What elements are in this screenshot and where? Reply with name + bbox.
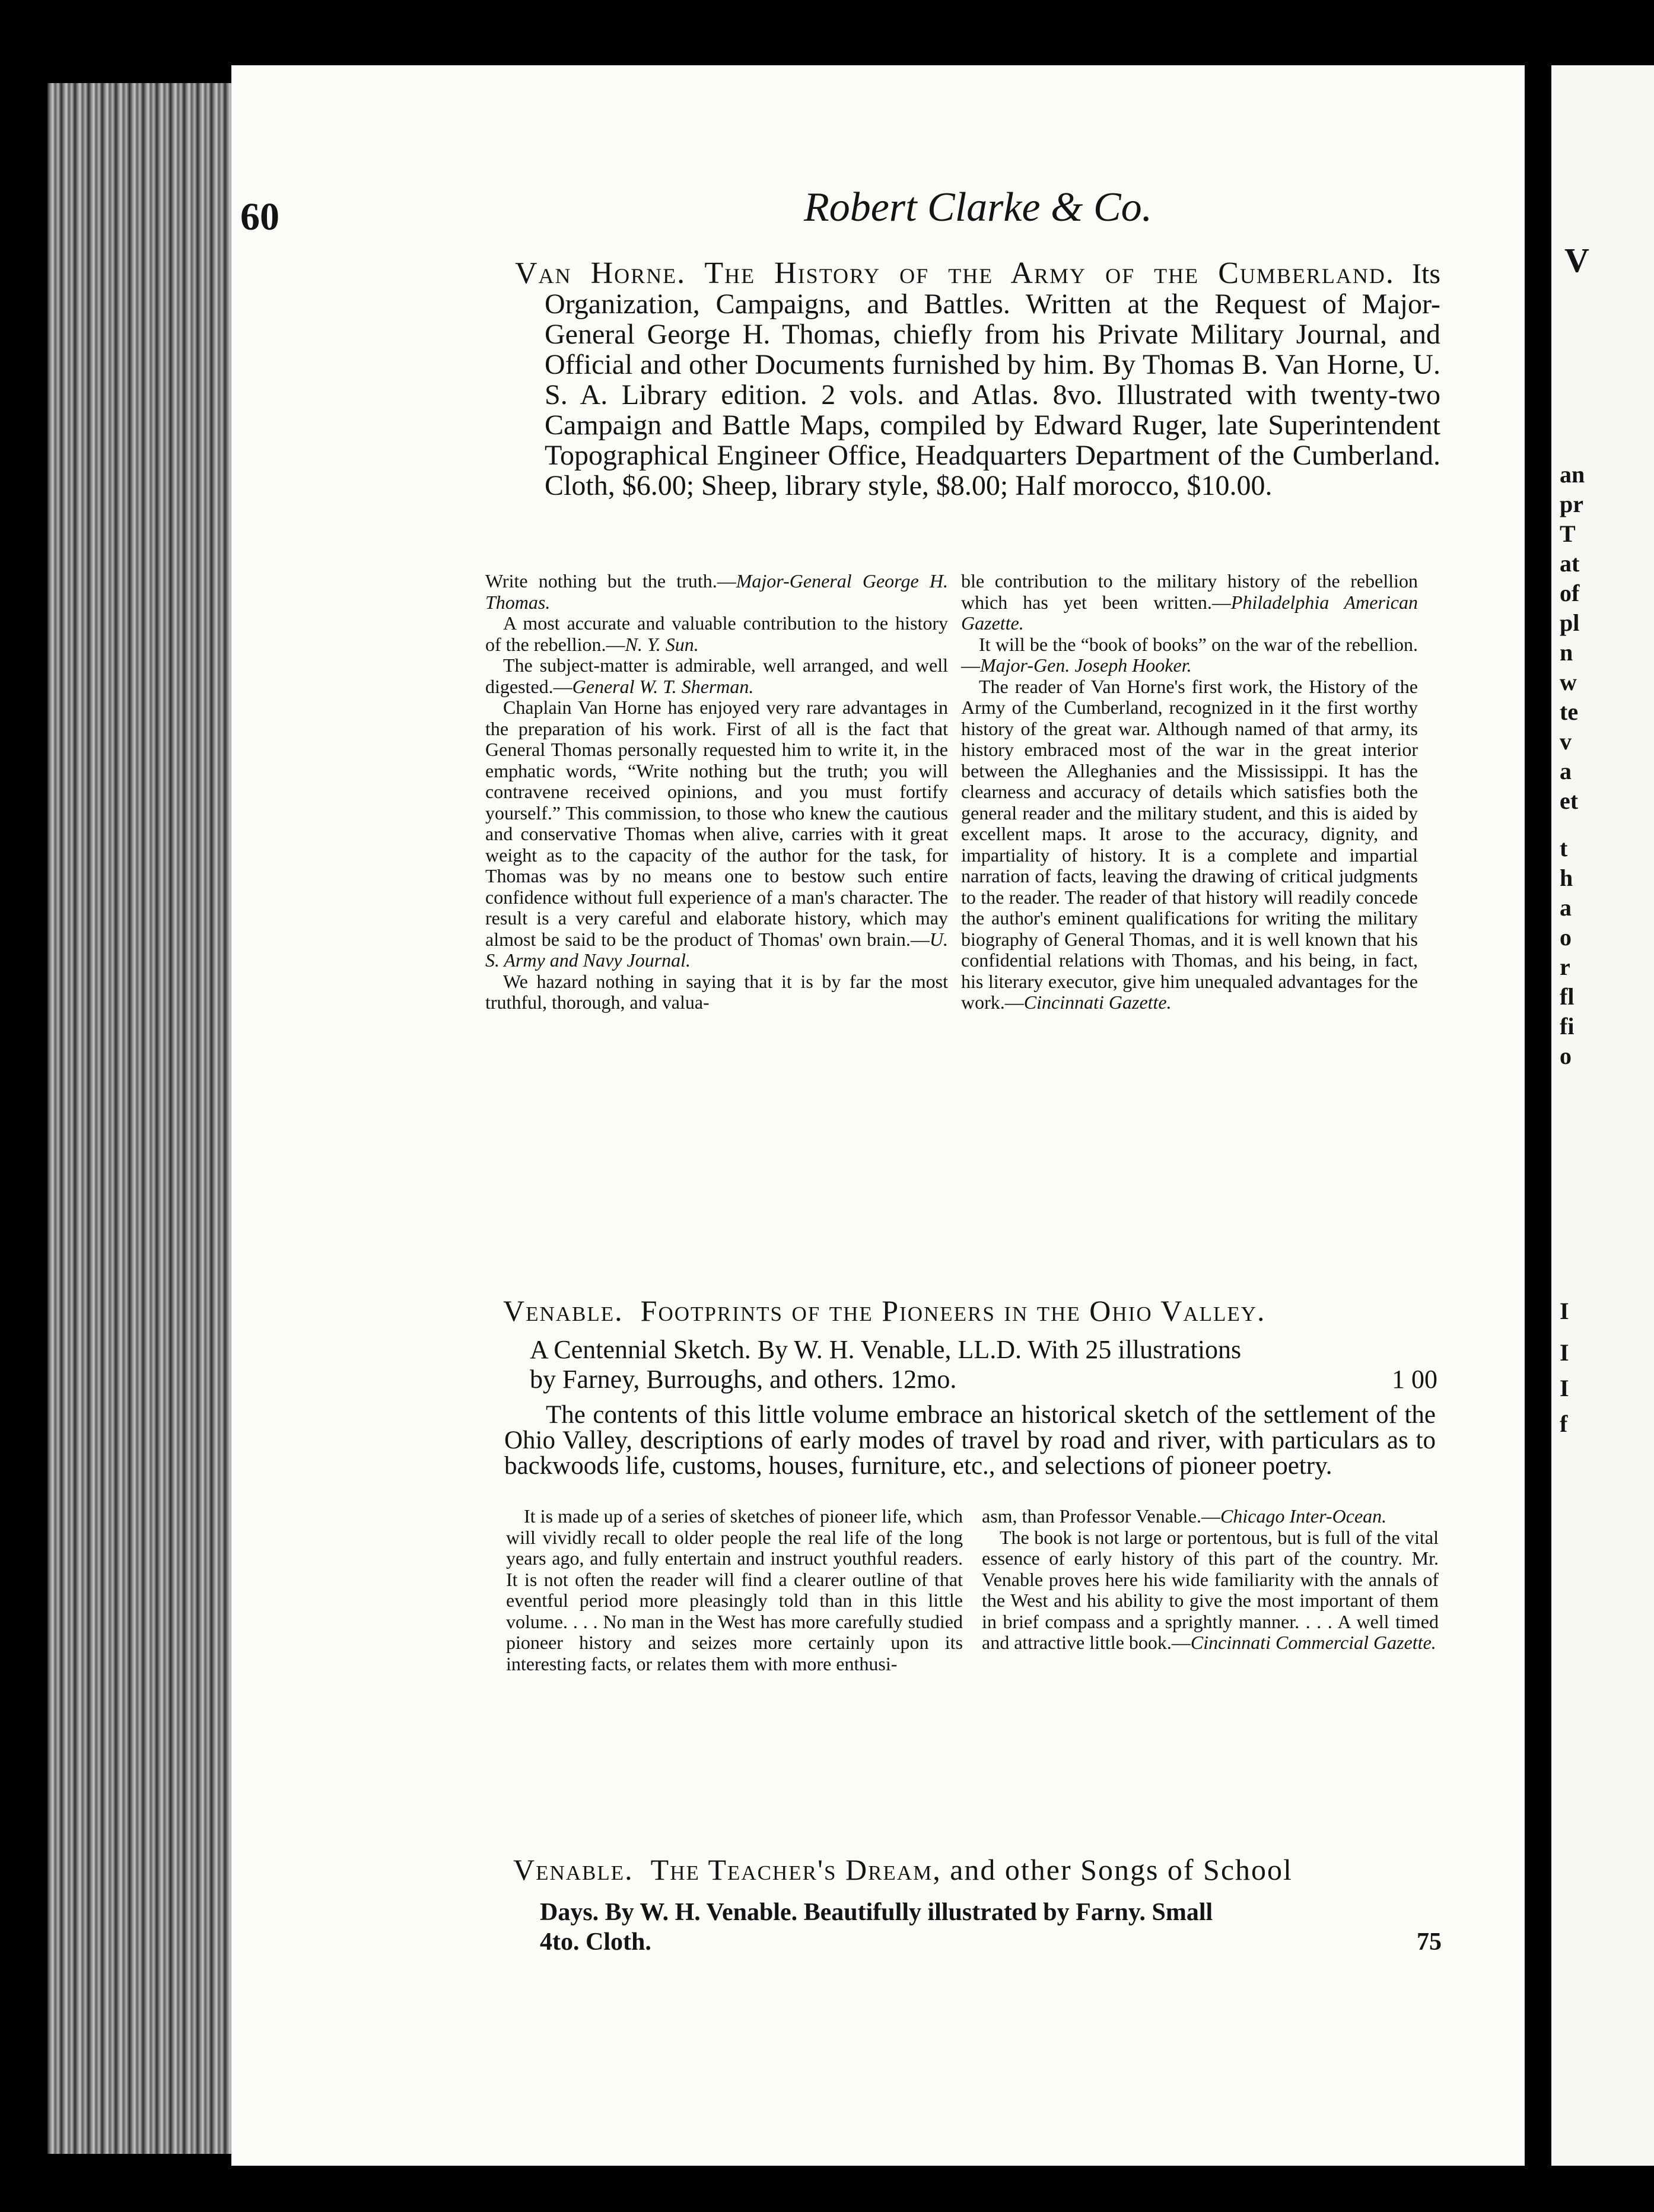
entry-illustrators: by Farney, Burroughs, and others. 12mo. [530, 1365, 957, 1394]
adjacent-page-edge [1551, 65, 1654, 2166]
adjacent-fragment: o [1560, 924, 1572, 951]
entry-price: 1 00 [1392, 1365, 1437, 1394]
entry-footprints-details [530, 1335, 1437, 1394]
entry-van-horne [515, 258, 1440, 501]
review-source: U. S. Army and Navy Journal. [485, 928, 948, 971]
entry-subtitle: A Centennial Sketch. By W. H. Venable, LL.D. With 25 illustrations [530, 1335, 1242, 1364]
review-column-right [961, 571, 1418, 1013]
review-quote: ble contribution to the military history of the rebellion which has yet been written.—Philadelphia American Gazette. [961, 570, 1418, 634]
review-source: Philadelphia American Gazette. [961, 591, 1418, 634]
review-source: Chicago Inter-Ocean. [1220, 1505, 1387, 1527]
review-source: Cincinnati Gazette. [1023, 991, 1172, 1013]
adjacent-fragment: pl [1560, 609, 1580, 636]
review-quote: The subject-matter is admirable, well arranged, and well digested.—General W. T. Sherman. [485, 654, 948, 697]
adjacent-fragment: of [1560, 580, 1580, 606]
adjacent-fragment: et [1560, 787, 1579, 814]
entry-price: 75 [1417, 1928, 1442, 1956]
adjacent-fragment: r [1560, 954, 1570, 980]
review-quote: asm, than Professor Venable.—Chicago Inter-Ocean. [982, 1505, 1387, 1527]
entry-title: Footprints of the Pioneers in the Ohio Valley. [640, 1294, 1266, 1327]
review-quote: We hazard nothing in saying that it is by far the most truthful, thorough, and valua- [485, 970, 948, 1013]
adjacent-fragment: o [1560, 1043, 1572, 1069]
adjacent-fragment: pr [1560, 491, 1583, 517]
review-source: Major-General George H. Thomas. [485, 570, 949, 613]
review-source: General W. T. Sherman. [572, 675, 754, 697]
running-title: Robert Clarke & Co. [804, 185, 1153, 230]
adjacent-fragment: T [1560, 520, 1576, 547]
review-quote: It is made up of a series of sketches of pioneer life, which will vividly recall to older people the real life of the long years ago, and fully entertain and instruct youthful readers. It is not often the reader will find a clearer outline of that eventful period more pleasingly told than in this little volume. . . . No man in the West has more carefully studied pioneer history and seizes more certainly upon its interesting facts, or relates them with more enthusi- [506, 1505, 963, 1674]
review-quote: The reader of Van Horne's first work, the History of the Army of the Cumberland, recognized in it the first worthy history of the great war. Although named of that army, its history embraced most of the war in the great interior between the Alleghanies and the Mississippi. It has the clearness and accuracy of details which satisfies both the general reader and the military student, and this is aided by excellent maps. It arose to the accuracy, dignity, and impartiality of history. It is a complete and impartial narration of facts, leaving the drawing of critical judgments to the reader. The reader of that history will readily concede the author's eminent qualifications for writing the military biography of General Thomas, and it is well known that his confidential relations with Thomas, and his being, in fact, his literary executor, give him unequaled advantages for the work.—Cincinnati Gazette. [961, 675, 1418, 1013]
review-quote: It will be the “book of books” on the war of the rebellion.—Major-Gen. Joseph Hooker. [961, 633, 1418, 676]
adjacent-fragment: a [1560, 894, 1572, 921]
entry-author: Venable. [503, 1294, 624, 1327]
adjacent-fragment: I [1560, 1298, 1569, 1324]
review-quote: Write nothing but the truth.—Major-General George H. Thomas. [485, 570, 949, 613]
adjacent-fragment: V [1564, 241, 1589, 279]
adjacent-fragment: te [1560, 698, 1579, 725]
entry-title: The Teacher's Dream, [650, 1853, 941, 1886]
adjacent-fragment: n [1560, 639, 1573, 666]
adjacent-fragment: h [1560, 865, 1573, 891]
entry-subtitle: Days. By W. H. Venable. Beautifully illustrated by Farny. Small [540, 1899, 1213, 1926]
entry-heading: Van Horne. The History of the Army of the Cumberland. [515, 256, 1395, 290]
entry-format: 4to. Cloth. [540, 1928, 651, 1956]
adjacent-fragment: fl [1560, 983, 1575, 1010]
adjacent-fragment: a [1560, 758, 1572, 784]
review-source: Cincinnati Commercial Gazette. [1190, 1632, 1436, 1653]
review-column-right [982, 1506, 1439, 1654]
adjacent-fragment: I [1560, 1339, 1569, 1366]
adjacent-fragment: I [1560, 1375, 1569, 1401]
entry-teachers-dream-details [540, 1898, 1442, 1957]
adjacent-fragment: fi [1560, 1013, 1575, 1040]
review-quote: Chaplain Van Horne has enjoyed very rare advantages in the preparation of his work. First of all is the fact that General Thomas personally requested him to write it, in the emphatic words, “Write nothing but the truth; you will contravene received opinions, and you must fortify yourself.” This commission, to those who knew the cautious and conservative Thomas when alive, carries with it great weight as to the capacity of the author for the task, for Thomas was by no means one to bestow such entire confidence without full experience of a man's character. The result is a very careful and elaborate history, which may almost be said to be the product of Thomas' own brain.—U. S. Army and Navy Journal. [485, 697, 948, 971]
entry-summary: The contents of this little volume embrace an historical sketch of the settlement of the Ohio Valley, descriptions of early modes of travel by road and river, with particulars as to backwoods life, customs, houses, furniture, etc., and selections of pioneer poetry. [504, 1401, 1436, 1480]
entry-description: Its Organization, Campaigns, and Battles. Written at the Request of Major-General George H. Thomas, chiefly from his Private Military Journal, and Official and other Documents furnished by him. By Thomas B. Van Horne, U. S. A. Library edition. 2 vols. and Atlas. 8vo. Illustrated with twenty-two Campaign and Battle Maps, compiled by Edward Ruger, late Superintendent Topographical Engineer Office, Headquarters Department of the Cumberland. Cloth, $6.00; Sheep, library style, $8.00; Half morocco, $10.00. [545, 258, 1440, 501]
review-source: N. Y. Sun. [625, 633, 699, 655]
adjacent-fragment: t [1560, 835, 1568, 862]
review-column-left [506, 1506, 963, 1674]
entry-footprints-heading [503, 1293, 1266, 1328]
entry-teachers-dream-heading [513, 1852, 1293, 1887]
adjacent-fragment: at [1560, 550, 1580, 577]
entry-author: Venable. [513, 1853, 634, 1886]
review-column-left [485, 571, 948, 1013]
review-quote: A most accurate and valuable contribution to the history of the rebellion.—N. Y. Sun. [485, 612, 948, 655]
book-spine-edge [47, 83, 231, 2154]
adjacent-fragment: w [1560, 669, 1577, 695]
page-number: 60 [240, 195, 279, 239]
review-quote: The book is not large or portentous, but is full of the vital essence of early history of this part of the country. Mr. Venable proves here his wide familiarity with the annals of the West and his ability to give the most important of them in brief compass and a sprightly manner. . . . A well timed and attractive little book.—Cincinnati Commercial Gazette. [982, 1526, 1439, 1653]
entry-title-rest: and other Songs of School [950, 1853, 1293, 1886]
adjacent-fragment: f [1560, 1410, 1568, 1437]
review-source: Major-Gen. Joseph Hooker. [980, 654, 1192, 676]
adjacent-fragment: v [1560, 728, 1572, 755]
adjacent-fragment: an [1560, 461, 1585, 488]
